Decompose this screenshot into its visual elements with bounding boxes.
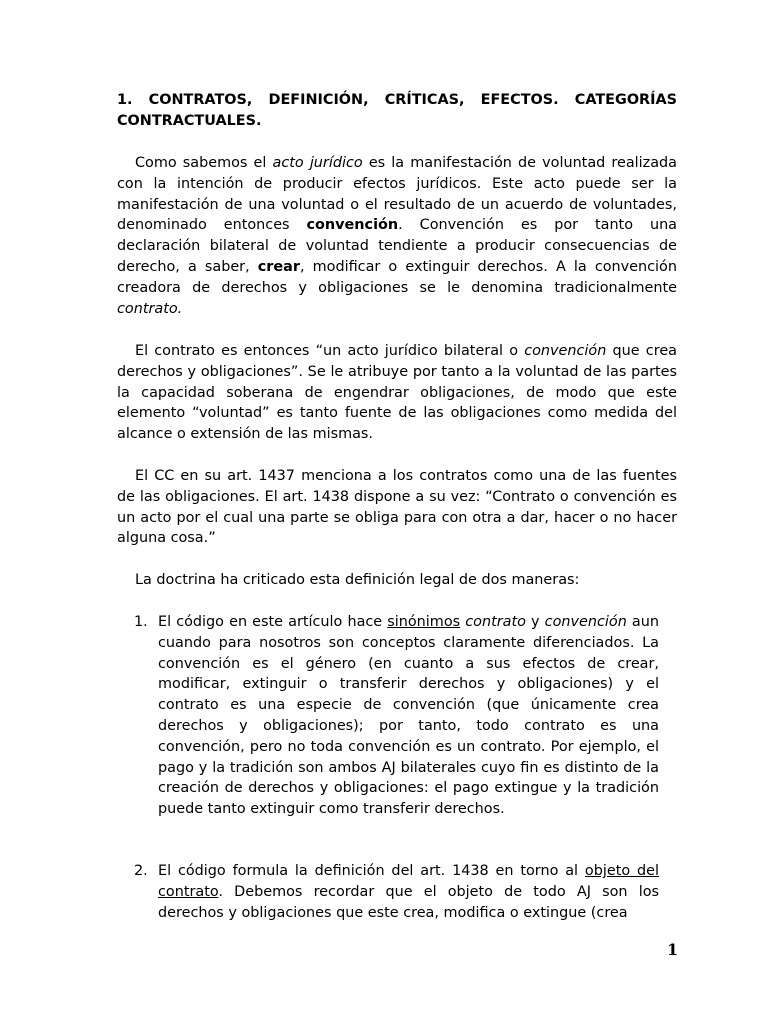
p4-text: La doctrina ha criticado esta definición legal de dos maneras: — [135, 572, 580, 588]
list-number-2: 2. — [134, 863, 148, 879]
p1-text-2: es la manifestación de voluntad realizada con la intención de producir efectos jurídicos. Este acto puede ser la manifestación de una voluntad o el resultado de un acuerdo de voluntades, denominado entonces — [117, 155, 677, 234]
paragraph-3 — [117, 466, 677, 549]
list-item-2 — [117, 861, 659, 923]
li1-text-2: aun cuando para nosotros son conceptos claramente diferenciados. La convención es el género (en cuanto a sus efectos de crear, modificar, extinguir o transferir derechos y obligaciones) y el contrato es una especie de convención (que únicamente crea derechos y obligaciones); por tanto, todo contrato es una convención, pero no toda convención es un contrato. Por ejemplo, el pago y la tradición son ambos AJ bilaterales cuyo fin es distinto de la creación de derechos y obligaciones: el pago extingue y la tradición puede tanto extinguir como transferir derechos. — [158, 614, 659, 818]
p2-text-2: que crea derechos y obligaciones”. Se le atribuye por tanto a la voluntad de las partes la capacidad soberana de engendrar obligaciones, de modo que este elemento “voluntad” es tanto fuente de las obligaciones como medida del alcance o extensión de las mismas. — [117, 343, 677, 443]
page-number: 1 — [667, 940, 679, 959]
p2-convencion: convención — [524, 343, 607, 359]
li1-text-y: y — [525, 614, 545, 630]
p1-acto-juridico: acto jurídico — [272, 155, 363, 171]
li2-text-1: El código formula la definición del art. 1438 en torno al — [158, 863, 585, 879]
paragraph-4 — [117, 570, 677, 591]
p1-text-3: . Convención es por tanto una declaración bilateral de voluntad tendiente a producir consecuencias de derecho, a saber, — [117, 217, 678, 275]
li1-sinonimos: sinónimos — [387, 614, 461, 630]
p1-convencion: convención — [306, 217, 399, 234]
li2-objeto-del-contrato: objeto del contrato — [158, 863, 659, 900]
section-heading: 1. CONTRATOS, DEFINICIÓN, CRÍTICAS, EFECTOS. CATEGORÍAS CONTRACTUALES. — [117, 92, 677, 129]
list-item-1 — [117, 612, 659, 820]
p2-text-1: El contrato es entonces “un acto jurídico bilateral o — [135, 343, 525, 359]
p1-contrato: contrato. — [117, 300, 183, 317]
p1-crear: crear — [257, 258, 300, 275]
li1-contrato: contrato — [465, 614, 526, 630]
p1-text-4: , modificar o extinguir derechos. A la convención creadora de derechos y obligaciones se le denomina tradicionalmente — [117, 258, 677, 296]
p3-text: El CC en su art. 1437 menciona a los contratos como una de las fuentes de las obligaciones. El art. 1438 dispone a su vez: “Contrato o convención es un acto por el cual una parte se obliga para con otra a dar, hacer o no hacer alguna cosa.” — [117, 468, 677, 547]
p1-text-1: Como sabemos el — [135, 155, 273, 171]
li1-convencion: convención — [544, 614, 627, 630]
paragraph-1 — [117, 153, 677, 319]
list-number-1: 1. — [134, 614, 148, 630]
li2-text-2: . Debemos recordar que el objeto de todo AJ son los derechos y obligaciones que este crea, modifica o extingue (crea — [158, 883, 659, 921]
li1-text-1: El código en este artículo hace — [158, 614, 388, 630]
paragraph-2 — [117, 341, 677, 445]
